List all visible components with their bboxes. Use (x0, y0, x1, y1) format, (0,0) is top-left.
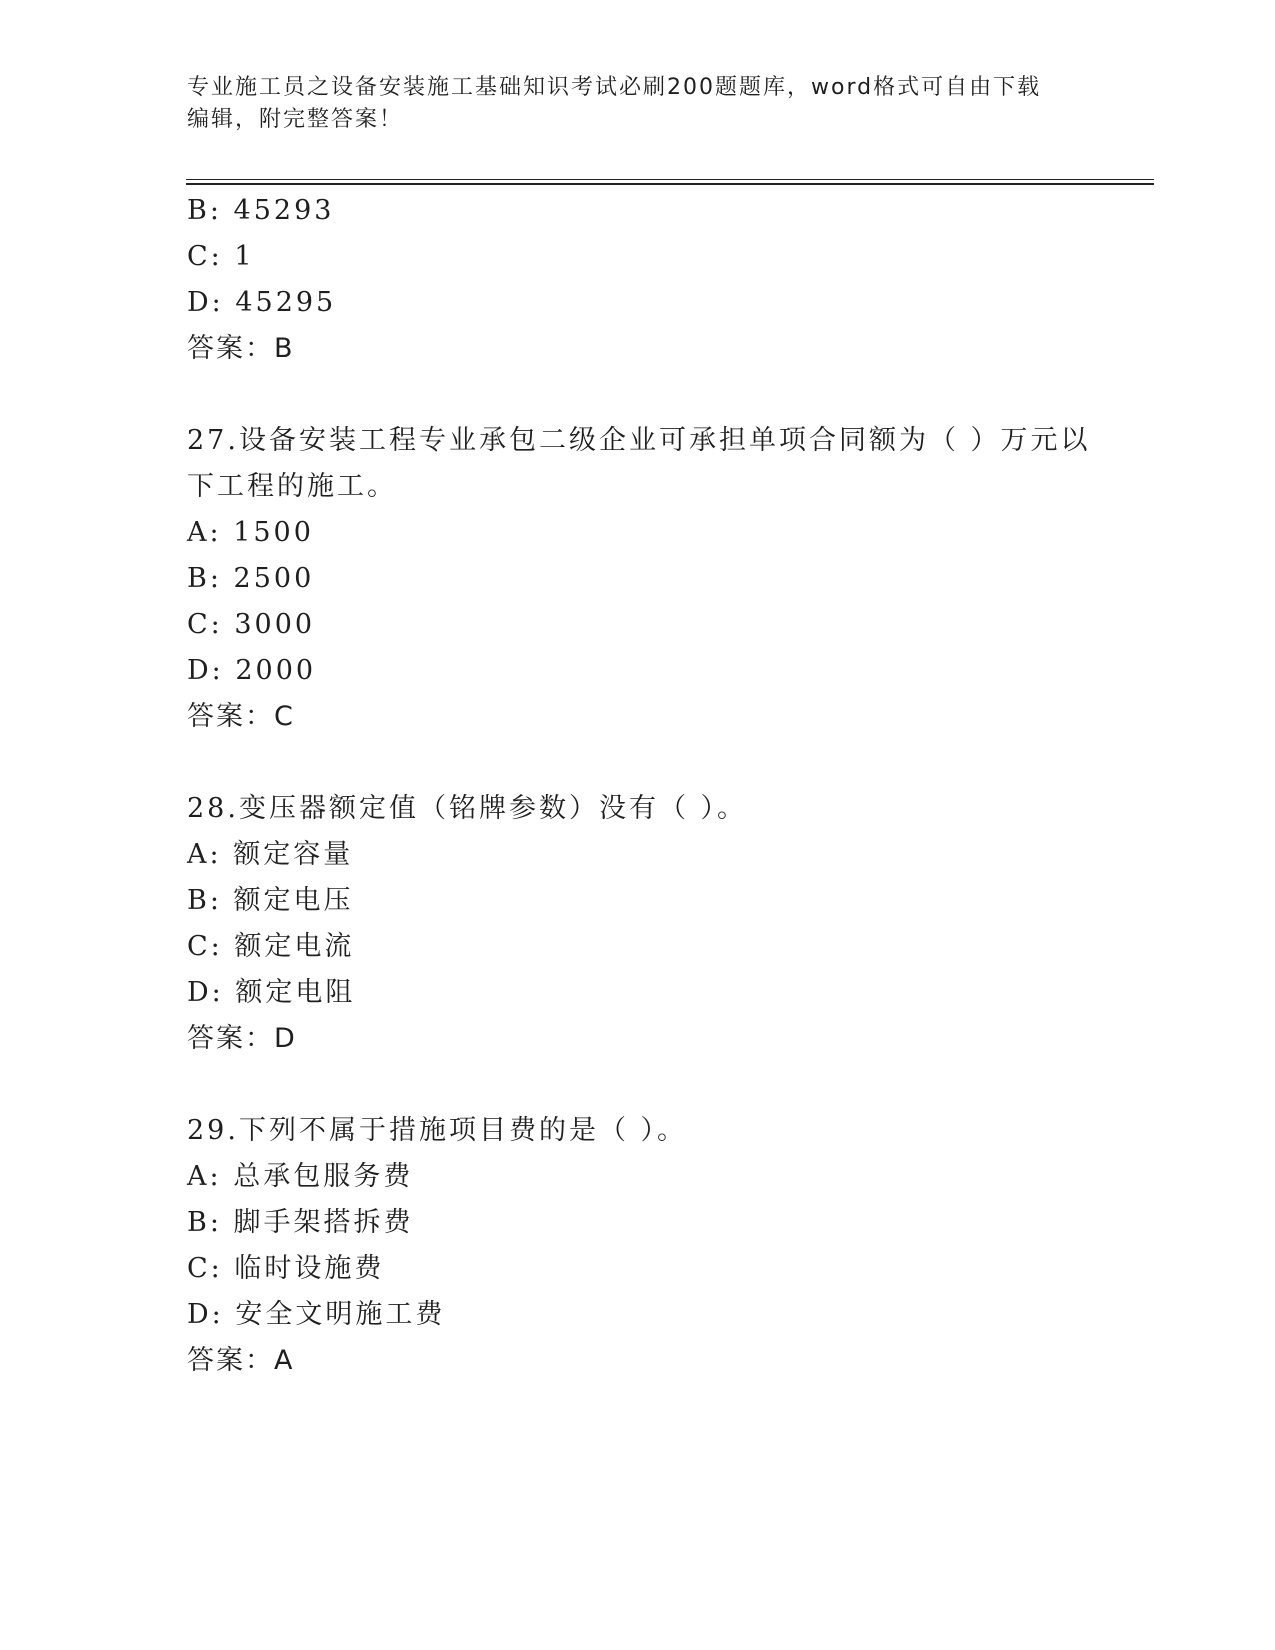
answer-line: 答案：D (187, 1023, 297, 1054)
question-stem: 29.下列不属于措施项目费的是（ ）。 (187, 1115, 688, 1146)
option-label: C: (187, 931, 223, 962)
option-a (187, 510, 1087, 556)
question-stem: 28.变压器额定值（铭牌参数）没有（ ）。 (187, 793, 748, 824)
option-c (187, 1246, 1087, 1292)
question-content (187, 188, 1091, 1384)
option-c (187, 924, 1087, 970)
option-text: 3000 (234, 609, 316, 640)
question-27 (187, 418, 1091, 740)
option-b (187, 1200, 1087, 1246)
option-d (187, 970, 1087, 1016)
option-label: D: (187, 655, 224, 686)
question-29 (187, 1108, 1087, 1384)
option-label: C: (187, 241, 223, 272)
option-text: 2000 (235, 655, 317, 686)
option-text: 45295 (235, 287, 337, 318)
option-text: 1 (234, 241, 255, 272)
answer-line: 答案：C (187, 701, 295, 732)
option-d (187, 648, 1087, 694)
option-c (187, 602, 1087, 648)
option-b (187, 188, 1087, 234)
option-text: 2500 (233, 563, 315, 594)
option-label: B: (187, 885, 222, 916)
option-a (187, 1154, 1087, 1200)
option-text: 脚手架搭拆费 (233, 1207, 414, 1238)
question-stem-cont: 下工程的施工。 (187, 471, 397, 502)
option-label: A: (187, 839, 222, 870)
option-b (187, 556, 1087, 602)
option-text: 额定电阻 (235, 977, 356, 1008)
answer-line: 答案：A (187, 1345, 295, 1376)
option-text: 临时设施费 (234, 1253, 385, 1284)
document-header (187, 72, 1067, 136)
question-stem: 27.设备安装工程专业承包二级企业可承担单项合同额为（ ）万元以 (187, 425, 1091, 456)
option-text: 45293 (233, 195, 335, 226)
question-28 (187, 786, 1087, 1062)
option-text: 额定容量 (233, 839, 354, 870)
spacer (187, 1062, 1087, 1108)
option-label: B: (187, 195, 222, 226)
option-text: 1500 (233, 517, 314, 548)
header-divider-thick (186, 183, 1154, 185)
spacer (187, 372, 1087, 418)
option-label: B: (187, 1207, 222, 1238)
option-text: 总承包服务费 (233, 1161, 414, 1192)
option-label: D: (187, 1299, 224, 1330)
option-c (187, 234, 1087, 280)
option-a (187, 832, 1087, 878)
option-text: 额定电压 (233, 885, 354, 916)
option-label: D: (187, 287, 224, 318)
option-label: D: (187, 977, 224, 1008)
option-label: C: (187, 1253, 223, 1284)
option-label: A: (187, 517, 222, 548)
option-text: 安全文明施工费 (235, 1299, 446, 1330)
option-text: 额定电流 (234, 931, 355, 962)
answer-line: 答案：B (187, 333, 295, 364)
option-label: A: (187, 1161, 222, 1192)
header-title-line-2: 编辑，附完整答案！ (187, 107, 404, 132)
prev-question (187, 188, 1087, 372)
option-d (187, 1292, 1087, 1338)
option-label: C: (187, 609, 223, 640)
header-divider-thin (186, 179, 1154, 180)
spacer (187, 740, 1087, 786)
option-b (187, 878, 1087, 924)
option-label: B: (187, 563, 222, 594)
option-d (187, 280, 1087, 326)
header-title-line-1: 专业施工员之设备安装施工基础知识考试必刷200题题库，word格式可自由下载 (187, 75, 1042, 100)
